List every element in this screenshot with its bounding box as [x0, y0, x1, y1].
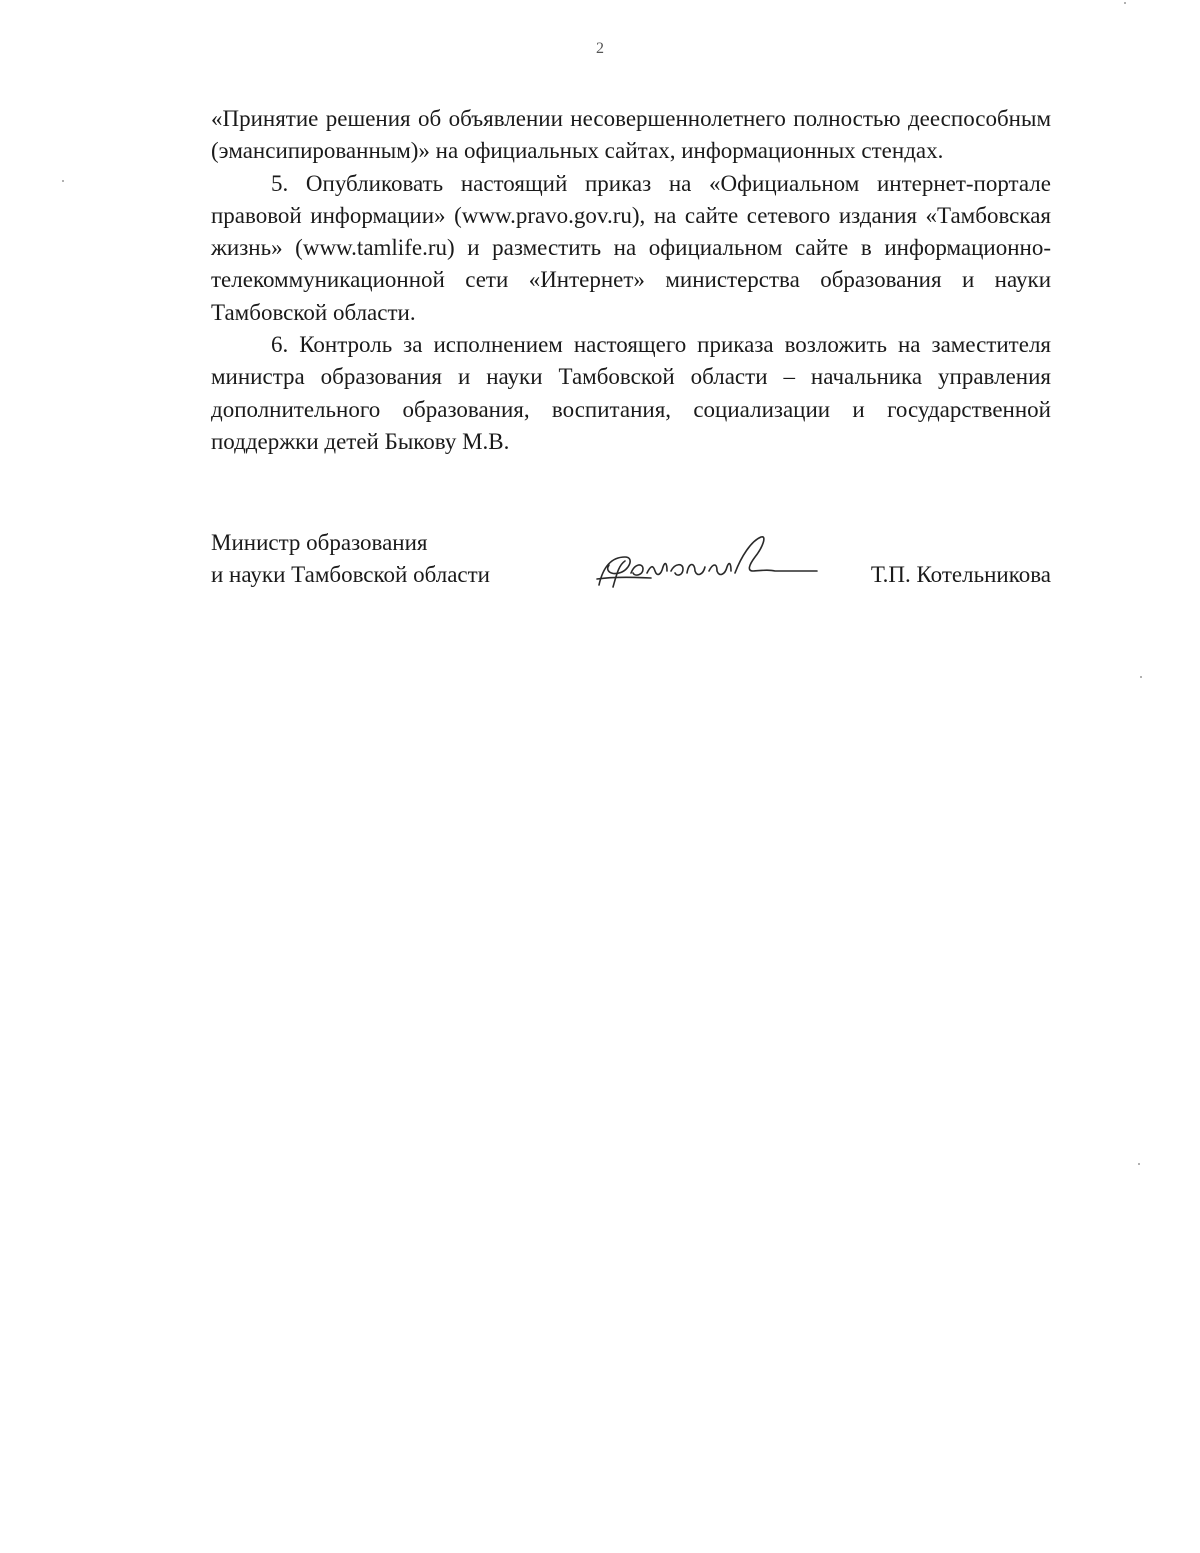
- signer-title: [211, 527, 490, 591]
- paragraph-item-5: 5. Опубликовать настоящий приказ на «Официальном интернет-портале правовой информации» (www.pravo.gov.ru), на сайте сетевого издания «Тамбовская жизнь» (www.tamlife.ru) и разместить на официальном сайте в информационно-телекоммуникационной сети «Интернет» министерства образования и науки Тамбовской области.: [211, 170, 1051, 325]
- scan-speck: [1138, 1163, 1140, 1165]
- signer-name: Т.П. Котельникова: [870, 562, 1051, 587]
- document-body: [211, 103, 1051, 458]
- paragraph-item-6: 6. Контроль за исполнением настоящего приказа возложить на заместителя министра образования и науки Тамбовской области – начальника управления дополнительного образования, воспитания, социализации и государственной поддержки детей Быкову М.В.: [211, 332, 1051, 454]
- paragraph-continuation: «Принятие решения об объявлении несовершеннолетнего полностью дееспособным (эмансипированным)» на официальных сайтах, информационных стендах.: [211, 106, 1051, 164]
- signature-block: [211, 527, 1051, 597]
- scan-speck: [1140, 676, 1142, 678]
- handwritten-signature: [591, 527, 831, 597]
- scan-speck: [1124, 2, 1126, 4]
- signer-title-line-2: и науки Тамбовской области: [211, 562, 490, 587]
- signer-title-line-1: Министр образования: [211, 530, 428, 555]
- scan-speck: [62, 180, 64, 182]
- page-number: 2: [596, 40, 604, 57]
